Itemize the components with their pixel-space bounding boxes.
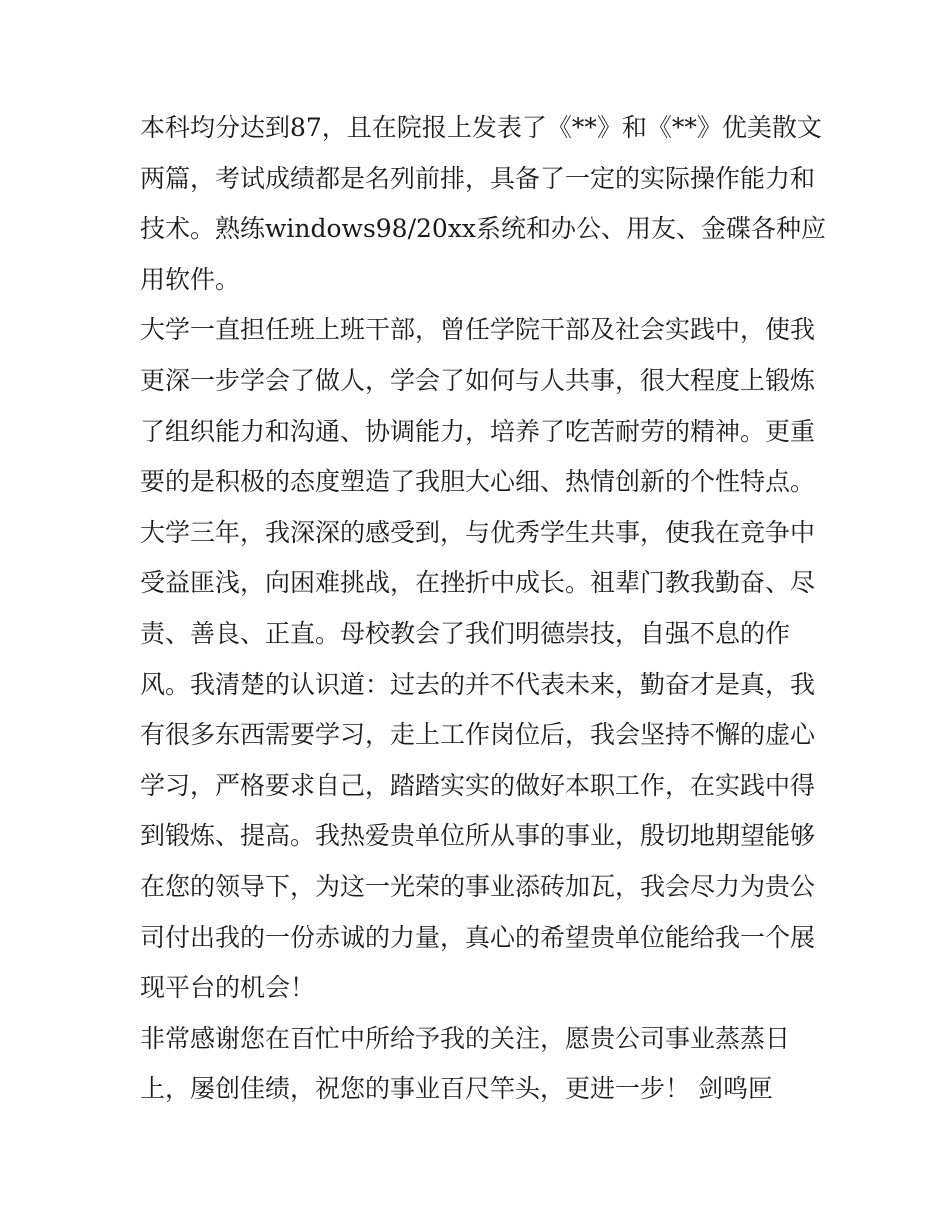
text-line: 到锻炼、提高。我热爱贵单位所从事的事业，殷切地期望能够	[140, 821, 816, 851]
text-line: 责、善良、正直。母校教会了我们明德崇技，自强不息的作	[140, 618, 791, 648]
text-line: 大学三年，我深深的感受到，与优秀学生共事，使我在竞争中	[140, 517, 816, 547]
text-line: 风。我清楚的认识道：过去的并不代表未来，勤奋才是真，我	[140, 669, 816, 699]
text-line: 两篇，考试成绩都是名列前排，具备了一定的实际操作能力和	[140, 163, 816, 193]
text-line: 更深一步学会了做人，学会了如何与人共事，很大程度上锻炼	[140, 365, 816, 395]
text-line: 要的是积极的态度塑造了我胆大心细、热情创新的个性特点。	[140, 467, 816, 497]
text-line: 受益匪浅，向困难挑战，在挫折中成长。祖辈门教我勤奋、尽	[140, 568, 816, 598]
text-line: 有很多东西需要学习，走上工作岗位后，我会坚持不懈的虚心	[140, 720, 816, 750]
text-line: 学习，严格要求自己，踏踏实实的做好本职工作，在实践中得	[140, 770, 816, 800]
text-line: 用软件。	[140, 264, 241, 294]
text-line: 了组织能力和沟通、协调能力，培养了吃苦耐劳的精神。更重	[140, 416, 816, 446]
text-line: 现平台的机会！	[140, 973, 316, 1003]
text-line: 非常感谢您在百忙中所给予我的关注，愿贵公司事业蒸蒸日	[140, 1023, 791, 1053]
text-line: 本科均分达到87，且在院报上发表了《**》和《**》优美散文	[140, 113, 822, 142]
text-line: 在您的领导下，为这一光荣的事业添砖加瓦，我会尽力为贵公	[140, 871, 816, 901]
text-line: 大学一直担任班上班干部，曾任学院干部及社会实践中，使我	[140, 315, 816, 345]
text-line: 上，屡创佳绩，祝您的事业百尺竿头，更进一步！ 剑鸣匣	[140, 1074, 773, 1104]
text-line: 技术。熟练windows98/20xx系统和办公、用友、金碟各种应	[140, 214, 827, 244]
text-line: 司付出我的一份赤诚的力量，真心的希望贵单位能给我一个展	[140, 922, 816, 952]
document-body	[140, 103, 830, 1115]
